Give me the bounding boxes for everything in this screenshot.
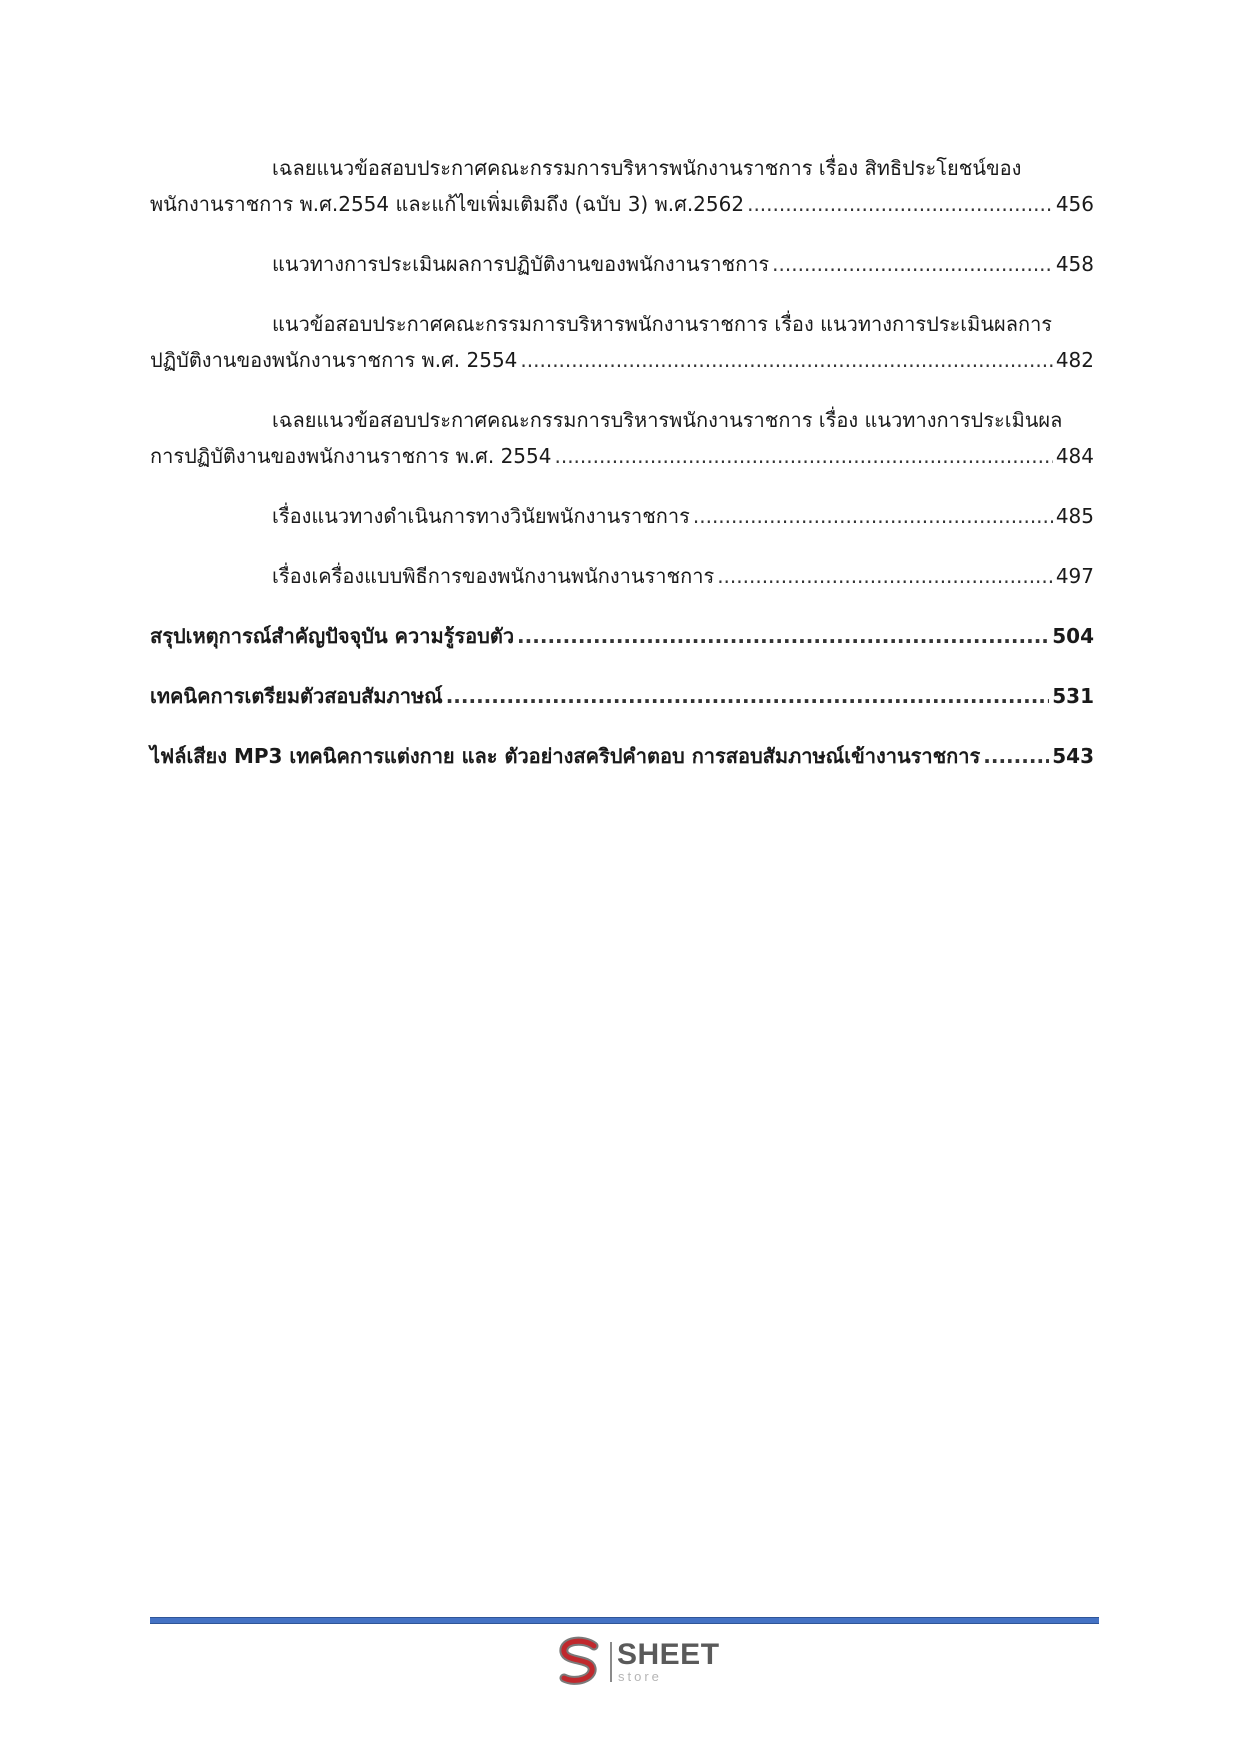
table-of-contents [150, 150, 1094, 798]
toc-entry-title-line2: การปฏิบัติงานของพนักงานราชการ พ.ศ. 2554 [150, 444, 552, 468]
dot-leader [747, 186, 1053, 222]
toc-entry-line [150, 342, 1094, 378]
toc-entry-line [150, 618, 1094, 654]
toc-entry[interactable] [150, 246, 1094, 282]
toc-entry-title: แนวทางการประเมินผลการปฏิบัติงานของพนักงานราชการ [272, 252, 770, 276]
dot-leader [717, 558, 1053, 594]
toc-entry[interactable] [150, 306, 1094, 378]
toc-entry-line [150, 186, 1094, 222]
dot-leader [983, 738, 1049, 774]
toc-entry-line [150, 246, 1094, 282]
logo-wordmark: SHEET [617, 1638, 720, 1671]
toc-entry-title-line2: พนักงานราชการ พ.ศ.2554 และแก้ไขเพิ่มเติมถึง (ฉบับ 3) พ.ศ.2562 [150, 192, 745, 216]
dot-leader [520, 342, 1052, 378]
dot-leader [517, 618, 1049, 654]
toc-page-number: 504 [1052, 624, 1094, 648]
toc-chapter-title: เทคนิคการเตรียมตัวสอบสัมภาษณ์ [150, 684, 443, 708]
toc-page-number: 531 [1052, 684, 1094, 708]
toc-entry-line [150, 438, 1094, 474]
footer-rule [150, 1617, 1099, 1624]
toc-entry-title-line1: เฉลยแนวข้อสอบประกาศคณะกรรมการบริหารพนักงานราชการ เรื่อง แนวทางการประเมินผล [272, 408, 1063, 432]
toc-entry-line [150, 558, 1094, 594]
toc-page-number: 456 [1055, 192, 1094, 216]
toc-page-number: 484 [1055, 444, 1094, 468]
dot-leader [772, 246, 1053, 282]
toc-page-number: 482 [1055, 348, 1094, 372]
dot-leader [446, 678, 1050, 714]
sheet-store-logo-icon [554, 1636, 604, 1688]
toc-chapter-title: สรุปเหตุการณ์สำคัญปัจจุบัน ความรู้รอบตัว [150, 624, 515, 648]
toc-entry-title-line1: เฉลยแนวข้อสอบประกาศคณะกรรมการบริหารพนักงานราชการ เรื่อง สิทธิประโยชน์ของ [272, 156, 1022, 180]
toc-chapter-entry[interactable] [150, 618, 1094, 654]
logo-divider [610, 1642, 612, 1682]
toc-entry-line [150, 678, 1094, 714]
toc-entry[interactable] [150, 498, 1094, 534]
toc-entry-line [150, 498, 1094, 534]
dot-leader [554, 438, 1052, 474]
toc-page-number: 485 [1055, 504, 1094, 528]
logo-subtext: store [618, 1669, 662, 1684]
toc-page-number: 458 [1055, 252, 1094, 276]
toc-entry[interactable] [150, 402, 1094, 474]
toc-chapter-title: ไฟล์เสียง MP3 เทคนิคการแต่งกาย และ ตัวอย่างสคริปคำตอบ การสอบสัมภาษณ์เข้างานราชการ [150, 744, 981, 768]
toc-chapter-entry[interactable] [150, 678, 1094, 714]
toc-entry-title-line2: ปฏิบัติงานของพนักงานราชการ พ.ศ. 2554 [150, 348, 518, 372]
toc-page-number: 543 [1052, 744, 1094, 768]
toc-entry-title-line1: แนวข้อสอบประกาศคณะกรรมการบริหารพนักงานราชการ เรื่อง แนวทางการประเมินผลการ [272, 312, 1053, 336]
dot-leader [693, 498, 1053, 534]
toc-entry-title: เรื่องเครื่องแบบพิธีการของพนักงานพนักงานราชการ [272, 564, 715, 588]
toc-entry[interactable] [150, 558, 1094, 594]
sheet-store-logo [554, 1636, 724, 1688]
toc-page-number: 497 [1055, 564, 1094, 588]
toc-entry-line [150, 738, 1094, 774]
toc-entry-title: เรื่องแนวทางดำเนินการทางวินัยพนักงานราชการ [272, 504, 690, 528]
toc-chapter-entry[interactable] [150, 738, 1094, 774]
toc-entry[interactable] [150, 150, 1094, 222]
